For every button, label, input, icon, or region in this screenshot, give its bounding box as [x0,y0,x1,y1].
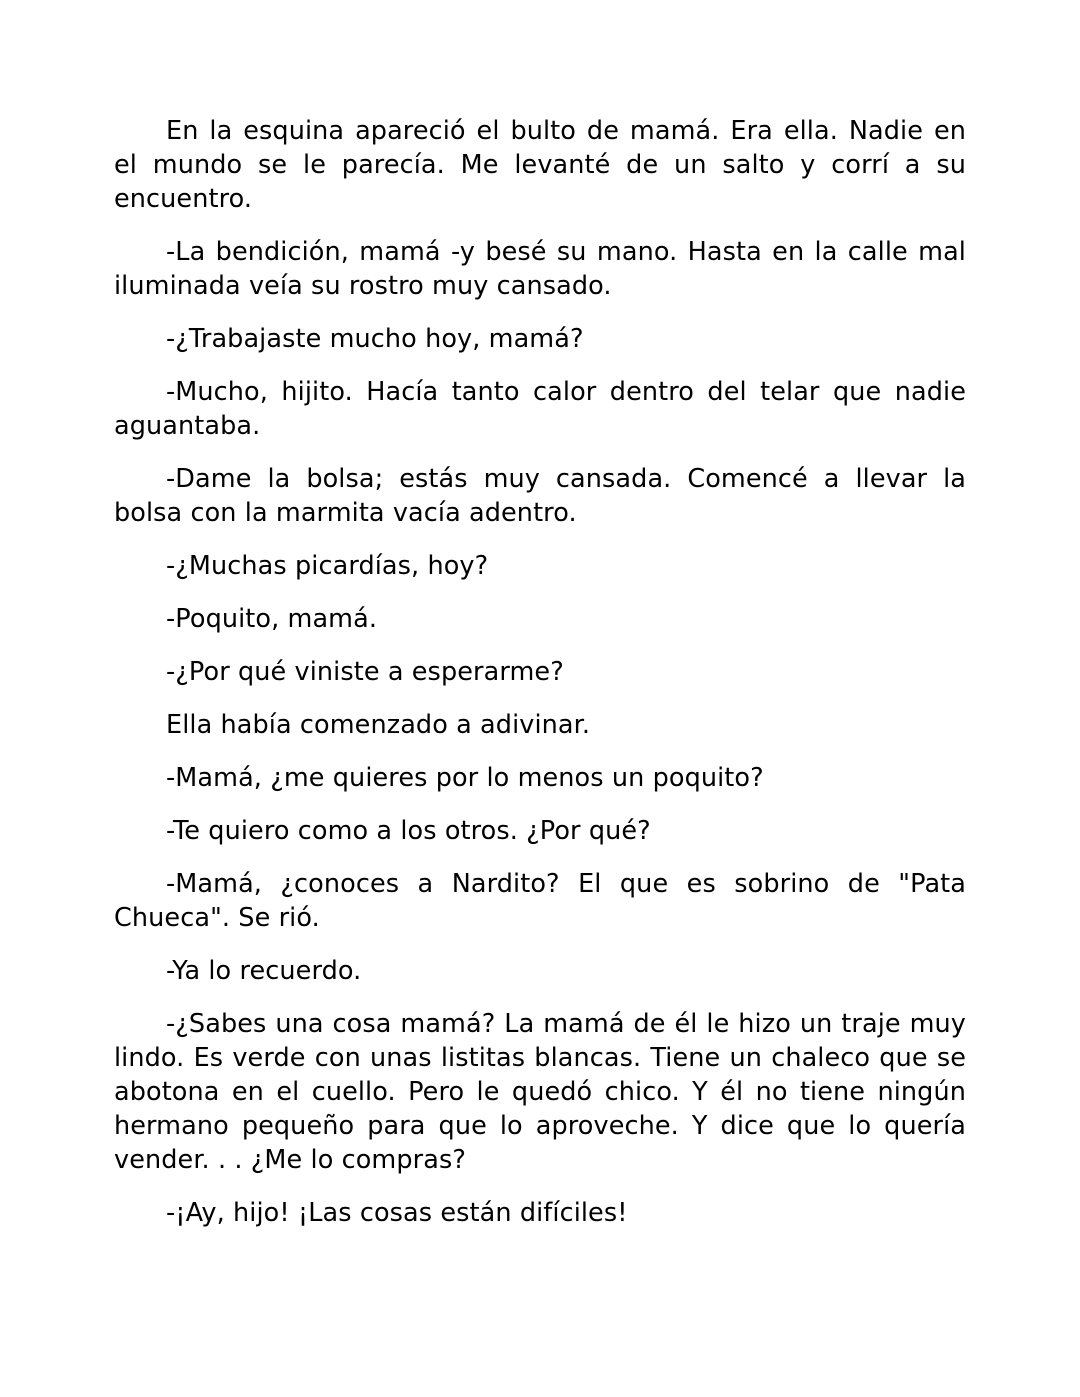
paragraph: -La bendición, mamá -y besé su mano. Hasta en la calle mal iluminada veía su rostro muy cansado. [114,237,966,301]
paragraph: -¿Muchas picardías, hoy? [166,551,489,581]
paragraph: -¡Ay, hijo! ¡Las cosas están difíciles! [166,1198,628,1228]
paragraph: -Poquito, mamá. [166,604,378,634]
paragraph: -Mamá, ¿conoces a Nardito? El que es sobrino de "Pata Chueca". Se rió. [114,869,966,933]
paragraph: -¿Trabajaste mucho hoy, mamá? [166,324,584,354]
paragraph: -¿Por qué viniste a esperarme? [166,657,564,687]
paragraph: -¿Sabes una cosa mamá? La mamá de él le hizo un traje muy lindo. Es verde con unas listitas blancas. Tiene un chaleco que se abotona en el cuello. Pero le quedó chico. Y él no tiene ningún hermano pequeño para que lo aproveche. Y dice que lo quería vender. . . ¿Me lo compras? [114,1009,966,1175]
document-page [114,114,966,1249]
paragraph: -Mucho, hijito. Hacía tanto calor dentro del telar que nadie aguantaba. [114,377,966,441]
paragraph: -Dame la bolsa; estás muy cansada. Comencé a llevar la bolsa con la marmita vacía adentro. [114,464,966,528]
paragraph: -Mamá, ¿me quieres por lo menos un poquito? [166,763,764,793]
paragraph: -Ya lo recuerdo. [166,956,362,986]
paragraph: Ella había comenzado a adivinar. [166,710,591,740]
paragraph: En la esquina apareció el bulto de mamá. Era ella. Nadie en el mundo se le parecía. Me levanté de un salto y corrí a su encuentro. [114,116,966,214]
paragraph: -Te quiero como a los otros. ¿Por qué? [166,816,651,846]
